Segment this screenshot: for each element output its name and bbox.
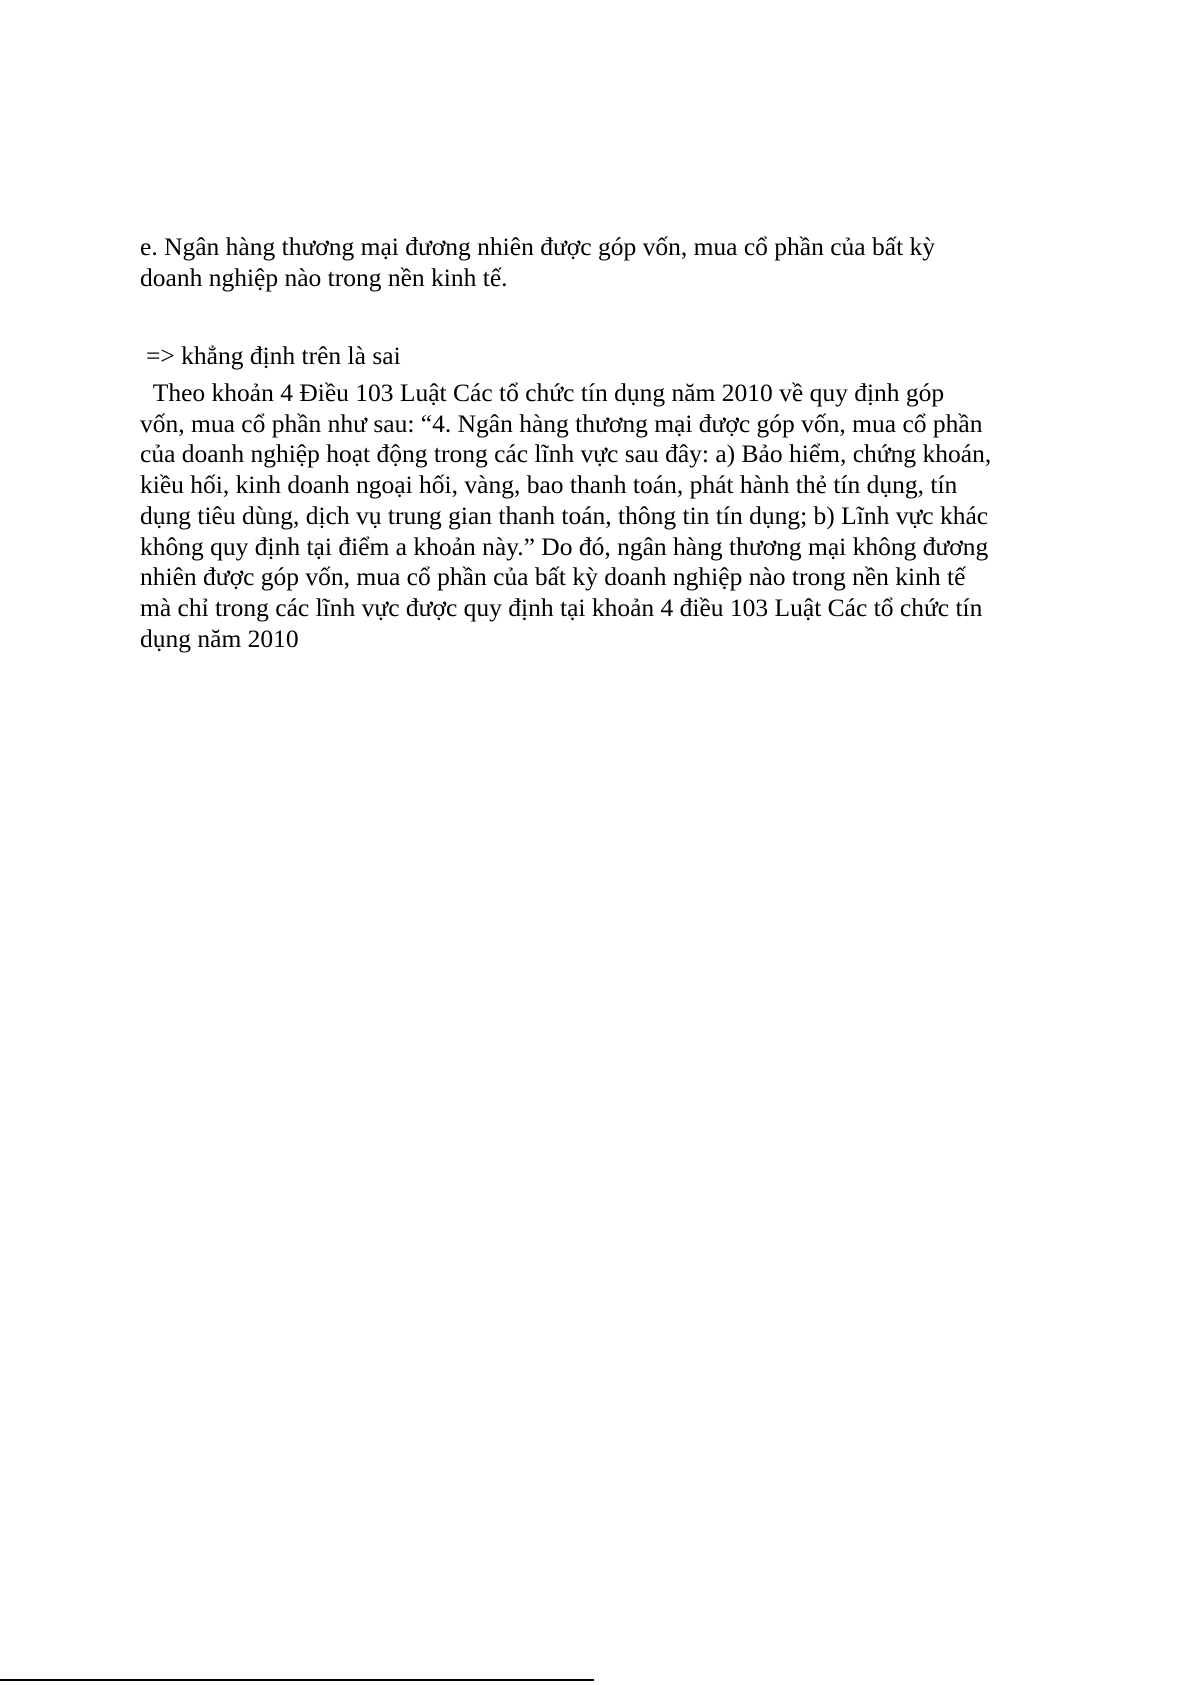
verdict-text: => khẳng định trên là sai [146,341,401,370]
question-text: e. Ngân hàng thương mại đương nhiên được góp vốn, mua cổ phần của bất kỳ doanh nghiệp nào trong nền kinh tế. [140,232,936,292]
explanation-paragraph: Theo khoản 4 Điều 103 Luật Các tổ chức tín dụng năm 2010 về quy định góp vốn, mua cổ phần như sau: “4. Ngân hàng thương mại được góp vốn, mua cổ phần của doanh nghiệp hoạt động trong các lĩnh vực sau đây: a) Bảo hiểm, chứng khoán, kiều hối, kinh doanh ngoại hối, vàng, bao thanh toán, phát hành thẻ tín dụng, tín dụng tiêu dùng, dịch vụ trung gian thanh toán, thông tin tín dụng; b) Lĩnh vực khác không quy định tại điểm a khoản này.” Do đó, ngân hàng thương mại không đương nhiên được góp vốn, mua cổ phần của bất kỳ doanh nghiệp nào trong nền kinh tế mà chỉ trong các lĩnh vực được quy định tại khoản 4 điều 103 Luật Các tổ chức tín dụng năm 2010 [140,378,992,653]
bottom-divider [0,1679,594,1681]
